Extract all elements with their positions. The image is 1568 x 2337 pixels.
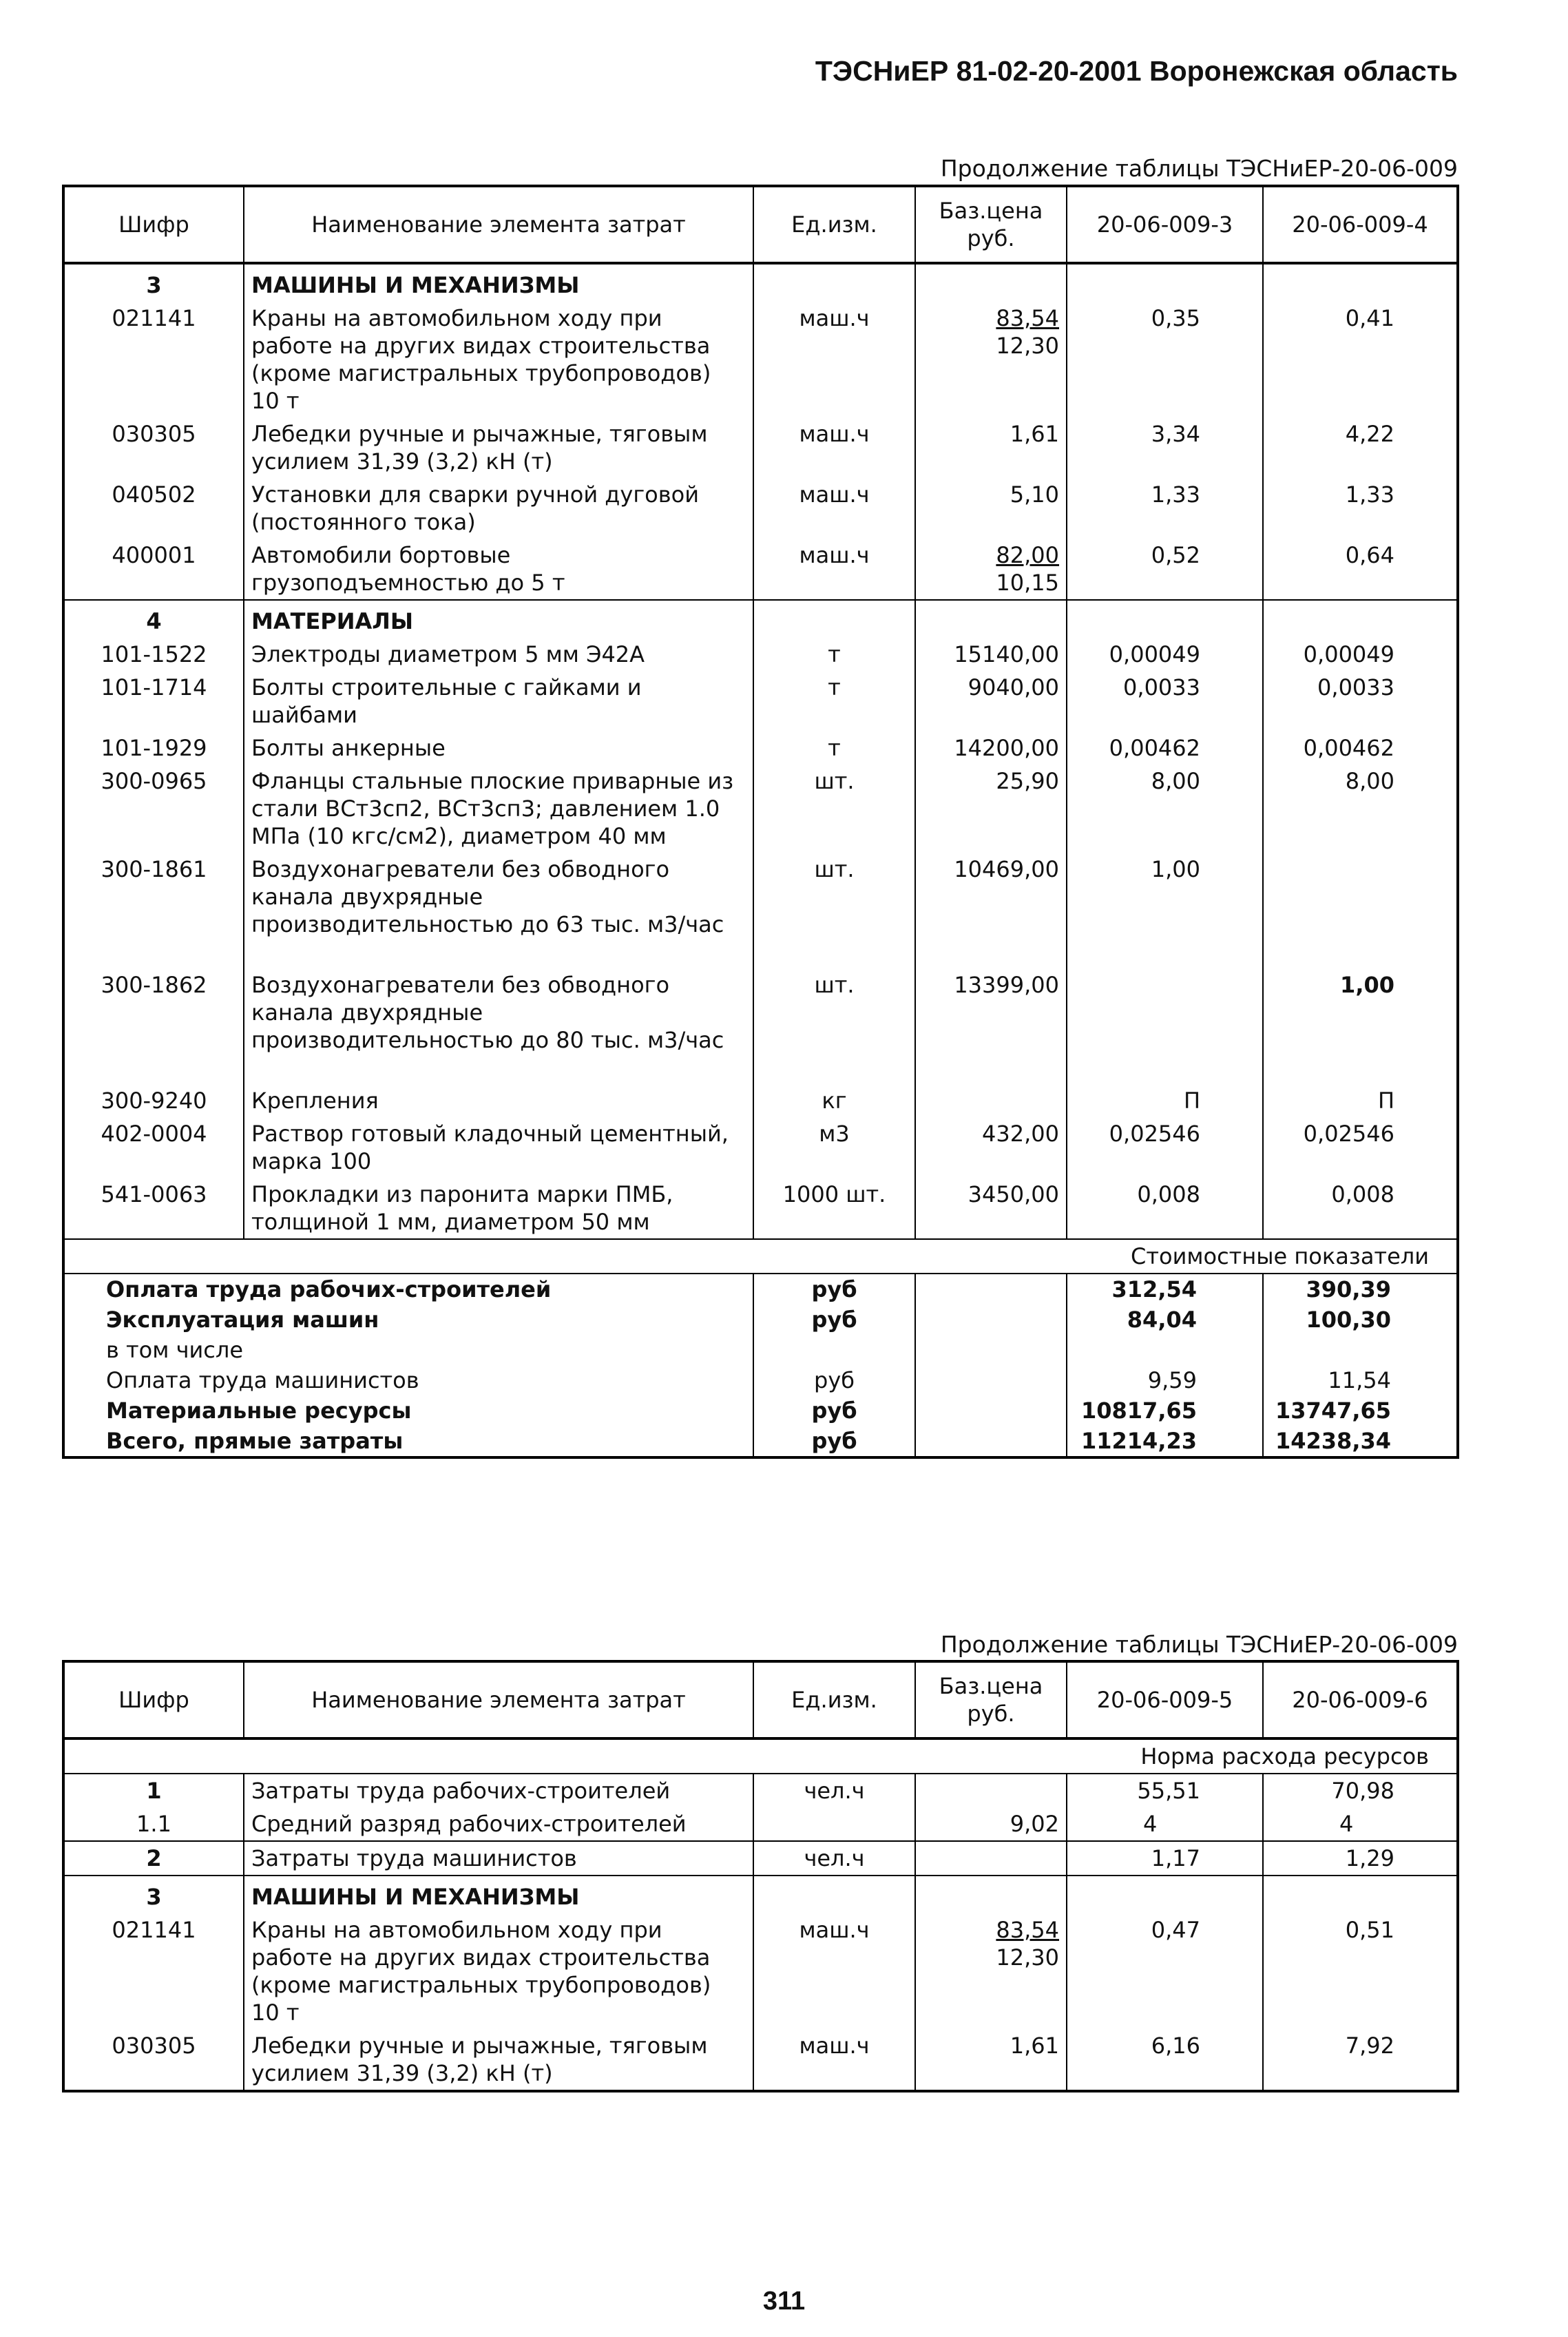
table-row [63, 731, 1458, 765]
row-price: 1,61 [915, 2029, 1067, 2091]
row-code: 300-9240 [63, 1084, 244, 1117]
section-code: 3 [63, 263, 244, 302]
row-code: 101-1929 [63, 731, 244, 765]
col-header-price: Баз.цена руб. [915, 1661, 1067, 1738]
table-row [63, 1841, 1458, 1876]
table-row [63, 478, 1458, 539]
row-price: 83,54 12,30 [915, 1913, 1067, 2029]
row-code: 101-1522 [63, 638, 244, 671]
row-code: 030305 [63, 417, 244, 478]
row-unit: т [753, 731, 915, 765]
cost-name: Эксплуатация машин [63, 1305, 753, 1335]
row-code: 300-1861 [63, 853, 244, 968]
col-header-code: Шифр [63, 1661, 244, 1738]
row-value: 1,33 [1067, 478, 1263, 539]
row-value: 70,98 [1263, 1774, 1458, 1807]
row-value: 0,51 [1263, 1913, 1458, 2029]
row-price: 9,02 [915, 1807, 1067, 1841]
col-header-norm: 20-06-009-4 [1263, 186, 1458, 263]
row-value: 7,92 [1263, 2029, 1458, 2091]
cost-name: в том числе [63, 1335, 753, 1365]
cost-unit: руб [753, 1365, 915, 1395]
cost-unit: руб [753, 1274, 915, 1305]
row-value: 0,64 [1263, 539, 1458, 600]
row-price [915, 1841, 1067, 1876]
row-name: Раствор готовый кладочный цементный, марка 100 [244, 1117, 753, 1178]
row-code: 021141 [63, 1913, 244, 2029]
table-row [63, 853, 1458, 968]
row-price: 10469,00 [915, 853, 1067, 968]
cost-value: 100,30 [1263, 1305, 1458, 1335]
row-unit: т [753, 638, 915, 671]
row-price: 5,10 [915, 478, 1067, 539]
cost-name: Материальные ресурсы [63, 1395, 753, 1426]
row-unit: маш.ч [753, 2029, 915, 2091]
resource-table-2 [62, 1660, 1459, 2092]
row-value: 0,02546 [1067, 1117, 1263, 1178]
row-code: 402-0004 [63, 1117, 244, 1178]
row-unit: маш.ч [753, 1913, 915, 2029]
row-value: П [1067, 1084, 1263, 1117]
row-name: Воздухонагреватели без обводного канала двухрядные производительностью до 80 тыс. м3/час [244, 968, 753, 1084]
row-value: 0,35 [1067, 302, 1263, 417]
row-value: 0,00049 [1067, 638, 1263, 671]
row-unit: 1000 шт. [753, 1178, 915, 1239]
row-value: 0,47 [1067, 1913, 1263, 2029]
row-unit: шт. [753, 853, 915, 968]
row-unit: м3 [753, 1117, 915, 1178]
row-name: Крепления [244, 1084, 753, 1117]
row-value: 6,16 [1067, 2029, 1263, 2091]
table-row [63, 1117, 1458, 1178]
row-value: 4 [1263, 1807, 1458, 1841]
row-name: Затраты труда рабочих-строителей [244, 1774, 753, 1807]
row-name: Электроды диаметром 5 мм Э42А [244, 638, 753, 671]
page-header: ТЭСНиЕР 81-02-20-2001 Воронежская область [815, 55, 1458, 87]
table-row [63, 638, 1458, 671]
row-price: 83,54 12,30 [915, 302, 1067, 417]
row-name: Средний разряд рабочих-строителей [244, 1807, 753, 1841]
cost-value: 9,59 [1067, 1365, 1263, 1395]
table-row [63, 1178, 1458, 1239]
cost-value: 11214,23 [1067, 1426, 1263, 1457]
row-value: 0,00462 [1263, 731, 1458, 765]
cost-value [1263, 1335, 1458, 1365]
col-header-price: Баз.цена руб. [915, 186, 1067, 263]
table-row [63, 968, 1458, 1084]
col-header-name: Наименование элемента затрат [244, 186, 753, 263]
cost-value: 390,39 [1263, 1274, 1458, 1305]
row-code: 300-1862 [63, 968, 244, 1084]
row-value: 0,00462 [1067, 731, 1263, 765]
section-code: 3 [63, 1876, 244, 1913]
table-row [63, 671, 1458, 731]
row-value: 1,00 [1263, 968, 1458, 1084]
table-row [63, 1913, 1458, 2029]
row-price: 1,61 [915, 417, 1067, 478]
table-caption: Продолжение таблицы ТЭСНиЕР-20-06-009 [940, 155, 1458, 182]
row-price [915, 1084, 1067, 1117]
row-name: Прокладки из паронита марки ПМБ, толщиной 1 мм, диаметром 50 мм [244, 1178, 753, 1239]
table-row [63, 2029, 1458, 2091]
row-value: 0,008 [1263, 1178, 1458, 1239]
cost-value: 13747,65 [1263, 1395, 1458, 1426]
row-unit: маш.ч [753, 539, 915, 600]
row-code: 1.1 [63, 1807, 244, 1841]
row-value: 0,0033 [1067, 671, 1263, 731]
row-value: 0,41 [1263, 302, 1458, 417]
row-value: 0,02546 [1263, 1117, 1458, 1178]
row-price: 432,00 [915, 1117, 1067, 1178]
row-value: 1,33 [1263, 478, 1458, 539]
row-value [1263, 853, 1458, 968]
row-value: 8,00 [1067, 765, 1263, 853]
cost-unit [753, 1335, 915, 1365]
col-header-norm: 20-06-009-5 [1067, 1661, 1263, 1738]
table-row [63, 417, 1458, 478]
row-code: 1 [63, 1774, 244, 1807]
table-row [63, 765, 1458, 853]
cost-value: 14238,34 [1263, 1426, 1458, 1457]
cost-name: Всего, прямые затраты [63, 1426, 753, 1457]
col-header-name: Наименование элемента затрат [244, 1661, 753, 1738]
row-unit: чел.ч [753, 1774, 915, 1807]
row-value: 1,29 [1263, 1841, 1458, 1876]
row-unit: кг [753, 1084, 915, 1117]
row-value: 0,008 [1067, 1178, 1263, 1239]
cost-label: Стоимостные показатели [63, 1239, 1458, 1274]
row-name: Болты строительные с гайками и шайбами [244, 671, 753, 731]
row-name: Затраты труда машинистов [244, 1841, 753, 1876]
row-unit: шт. [753, 968, 915, 1084]
cost-unit: руб [753, 1395, 915, 1426]
row-price: 14200,00 [915, 731, 1067, 765]
table-row [63, 539, 1458, 600]
table-row [63, 1084, 1458, 1117]
row-name: Лебедки ручные и рычажные, тяговым усилием 31,39 (3,2) кН (т) [244, 2029, 753, 2091]
cost-name: Оплата труда машинистов [63, 1365, 753, 1395]
row-value: 55,51 [1067, 1774, 1263, 1807]
row-name: Воздухонагреватели без обводного канала двухрядные производительностью до 63 тыс. м3/час [244, 853, 753, 968]
row-price [915, 1774, 1067, 1807]
cost-unit: руб [753, 1426, 915, 1457]
page-number: 311 [762, 2287, 806, 2316]
cost-value: 84,04 [1067, 1305, 1263, 1335]
row-code: 101-1714 [63, 671, 244, 731]
row-value [1067, 968, 1263, 1084]
col-header-norm: 20-06-009-3 [1067, 186, 1263, 263]
section-code: 4 [63, 600, 244, 638]
col-header-norm: 20-06-009-6 [1263, 1661, 1458, 1738]
table-caption: Продолжение таблицы ТЭСНиЕР-20-06-009 [940, 1631, 1458, 1658]
row-price: 9040,00 [915, 671, 1067, 731]
row-price: 15140,00 [915, 638, 1067, 671]
row-value: 1,17 [1067, 1841, 1263, 1876]
row-code: 040502 [63, 478, 244, 539]
row-value: 4 [1067, 1807, 1263, 1841]
row-name: Автомобили бортовые грузоподъемностью до 5 т [244, 539, 753, 600]
row-value: П [1263, 1084, 1458, 1117]
resource-table-1 [62, 185, 1459, 1459]
cost-value: 10817,65 [1067, 1395, 1263, 1426]
row-name: Краны на автомобильном ходу при работе на других видах строительства (кроме магистральных трубопроводов) 10 т [244, 1913, 753, 2029]
row-code: 030305 [63, 2029, 244, 2091]
row-unit: маш.ч [753, 417, 915, 478]
norm-label: Норма расхода ресурсов [63, 1738, 1458, 1774]
cost-value [1067, 1335, 1263, 1365]
cost-name: Оплата труда рабочих-строителей [63, 1274, 753, 1305]
col-header-unit: Ед.изм. [753, 186, 915, 263]
row-unit [753, 1807, 915, 1841]
row-unit: чел.ч [753, 1841, 915, 1876]
row-value: 4,22 [1263, 417, 1458, 478]
section-title: МАШИНЫ И МЕХАНИЗМЫ [244, 1876, 753, 1913]
table-row [63, 302, 1458, 417]
row-unit: маш.ч [753, 302, 915, 417]
row-price: 82,00 10,15 [915, 539, 1067, 600]
cost-value: 11,54 [1263, 1365, 1458, 1395]
row-price: 13399,00 [915, 968, 1067, 1084]
cost-unit: руб [753, 1305, 915, 1335]
col-header-code: Шифр [63, 186, 244, 263]
row-code: 2 [63, 1841, 244, 1876]
row-value: 1,00 [1067, 853, 1263, 968]
row-name: Краны на автомобильном ходу при работе на других видах строительства (кроме магистральных трубопроводов) 10 т [244, 302, 753, 417]
row-unit: маш.ч [753, 478, 915, 539]
row-code: 300-0965 [63, 765, 244, 853]
row-value: 3,34 [1067, 417, 1263, 478]
row-unit: т [753, 671, 915, 731]
row-code: 400001 [63, 539, 244, 600]
row-code: 541-0063 [63, 1178, 244, 1239]
col-header-unit: Ед.изм. [753, 1661, 915, 1738]
cost-value: 312,54 [1067, 1274, 1263, 1305]
row-name: Лебедки ручные и рычажные, тяговым усилием 31,39 (3,2) кН (т) [244, 417, 753, 478]
row-value: 0,00049 [1263, 638, 1458, 671]
row-value: 0,52 [1067, 539, 1263, 600]
row-price: 25,90 [915, 765, 1067, 853]
section-title: МАШИНЫ И МЕХАНИЗМЫ [244, 263, 753, 302]
row-unit: шт. [753, 765, 915, 853]
row-value: 0,0033 [1263, 671, 1458, 731]
row-code: 021141 [63, 302, 244, 417]
row-name: Установки для сварки ручной дуговой (постоянного тока) [244, 478, 753, 539]
row-price: 3450,00 [915, 1178, 1067, 1239]
table-row [63, 1807, 1458, 1841]
row-value: 8,00 [1263, 765, 1458, 853]
row-name: Фланцы стальные плоские приварные из стали ВСт3сп2, ВСт3сп3; давлением 1.0 МПа (10 кгс/см2), диаметром 40 мм [244, 765, 753, 853]
row-name: Болты анкерные [244, 731, 753, 765]
table-row [63, 1774, 1458, 1807]
section-title: МАТЕРИАЛЫ [244, 600, 753, 638]
